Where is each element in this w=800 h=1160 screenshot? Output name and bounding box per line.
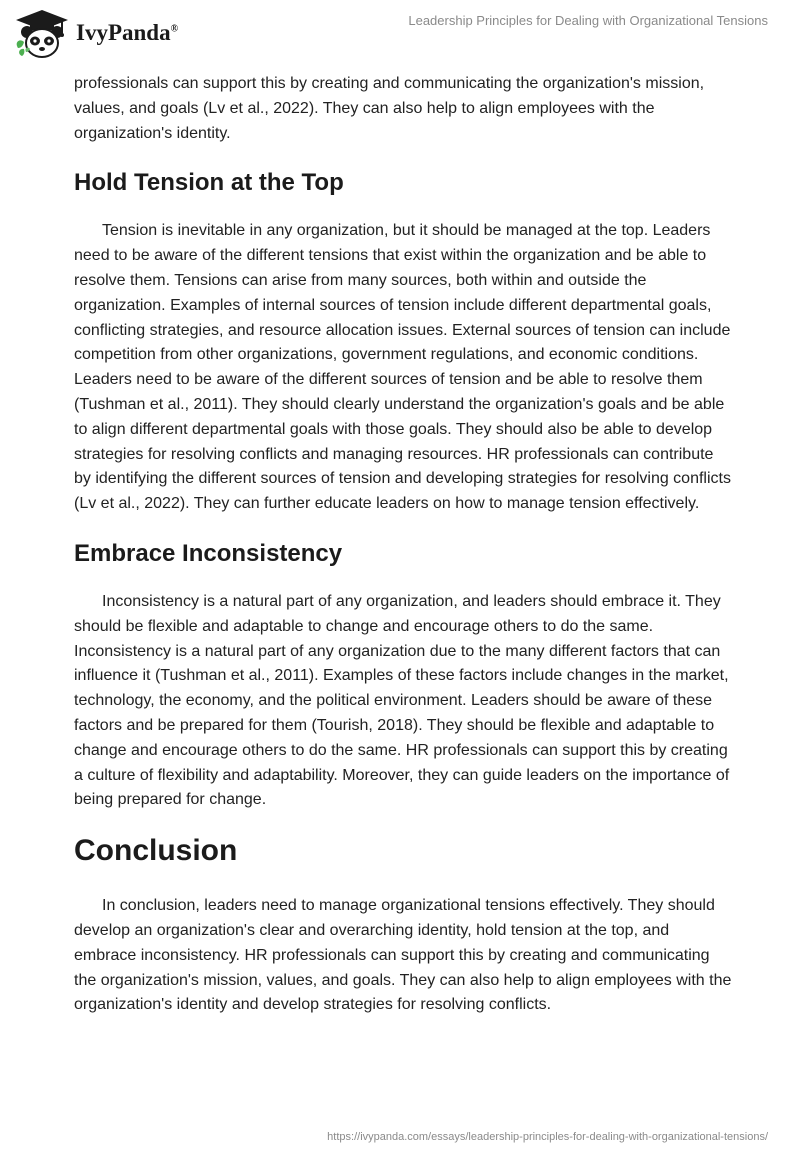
essay-body [74, 72, 734, 1018]
brand-name: IvyPanda® [76, 20, 179, 45]
source-url[interactable]: https://ivypanda.com/essays/leadership-principles-for-dealing-with-organizational-tensions/ [327, 1131, 768, 1143]
panda-graduate-icon [14, 8, 70, 60]
section-paragraph-hold-tension: Tension is inevitable in any organization, but it should be managed at the top. Leaders need to be aware of the different tensions that exist within the organization and be able to resolve them. Tensions can arise from many sources, both within and outside the organization. Examples of internal sources of tension include different departmental goals, conflicting strategies, and resource allocation issues. External sources of tension can include competition from other organizations, government regulations, and economic conditions. Leaders need to be aware of the different sources of tension and be able to resolve them (Tushman et al., 2011). They should clearly understand the organization's goals and be able to align different departmental goals with those goals. They should also be able to develop strategies for resolving conflicts and managing resources. HR professionals can contribute by identifying the different sources of tension and developing strategies for resolving conflicts (Lv et al., 2022). They can further educate leaders on how to manage tension effectively. [74, 222, 731, 513]
section-paragraph-conclusion: In conclusion, leaders need to manage organizational tensions effectively. They should develop an organization's clear and overarching identity, hold tension at the top, and embrace inconsistency. HR professionals can support this by creating and communicating the organization's mission, values, and goals. They can also help to align employees with the organization's identity and develop strategies for resolving conflicts. [74, 897, 732, 1014]
page-header [0, 0, 800, 70]
registered-mark: ® [170, 23, 179, 35]
ivypanda-logo[interactable] [14, 8, 178, 60]
section-heading-hold-tension: Hold Tension at the Top [74, 169, 344, 197]
intro-paragraph: professionals can support this by creating and communicating the organization's mission, values, and goals (Lv et al., 2022). They can also help to align employees with the organization's identity. [74, 75, 705, 142]
document-title: Leadership Principles for Dealing with Organizational Tensions [408, 13, 768, 28]
section-heading-conclusion: Conclusion [74, 834, 238, 868]
section-paragraph-embrace-inconsistency: Inconsistency is a natural part of any organization, and leaders should embrace it. They should be flexible and adaptable to change and encourage others to do the same. Inconsistency is a natural part of any organization due to the many different factors that can influence it (Tushman et al., 2011). Examples of these factors include changes in the market, technology, the economy, and the political environment. Leaders should be aware of these factors and be prepared for them (Tourish, 2018). They should be flexible and adaptable to change and encourage others to do the same. HR professionals can support this by creating a culture of flexibility and adaptability. Moreover, they can guide leaders on the importance of being prepared for change. [74, 592, 730, 809]
section-heading-embrace-inconsistency: Embrace Inconsistency [74, 539, 343, 567]
